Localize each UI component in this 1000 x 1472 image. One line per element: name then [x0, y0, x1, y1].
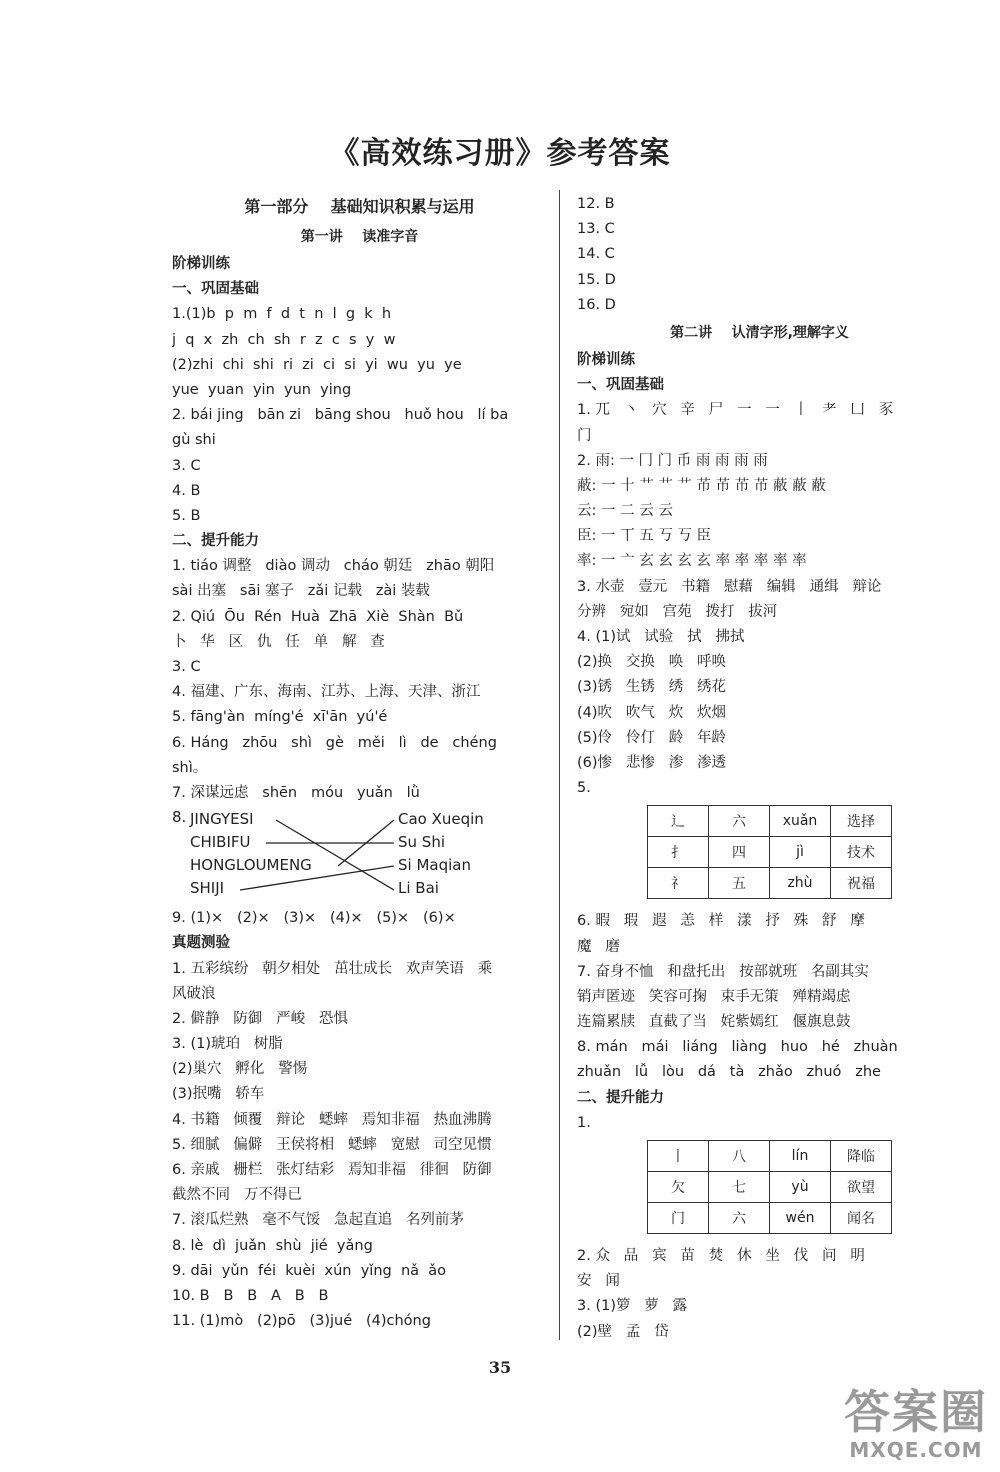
table-cell: 六	[709, 806, 770, 837]
answer-line: 魔 磨	[577, 938, 620, 955]
match-left-item: CHIBIFU	[190, 833, 251, 852]
answer-line: 率: 一 亠 玄 玄 玄 玄 率 率 率 率 率	[577, 553, 807, 570]
answer-line: 分辨 宛如 宫苑 拨打 拔河	[577, 603, 778, 620]
answer-line: 3. C	[172, 457, 201, 474]
match-line	[240, 866, 394, 890]
answer-line: 截然不同 万不得已	[172, 1187, 302, 1204]
answer-table-wrap	[577, 1136, 942, 1244]
answer-line: sài 出塞 sāi 塞子 zǎi 记载 zài 装载	[172, 583, 430, 600]
match-left-item: JINGYESI	[190, 810, 254, 829]
answer-list	[172, 252, 547, 806]
answer-line: 14. C	[577, 246, 615, 263]
answer-line: 4. B	[172, 482, 201, 499]
answer-line: 门	[577, 427, 592, 444]
table-cell: 扌	[648, 837, 709, 868]
answer-line: 2. 僻静 防御 严峻 恐惧	[172, 1010, 348, 1027]
lecture-heading: 第一讲 读准字音	[300, 229, 419, 245]
answer-line: 8. mán mái liáng liàng huo hé zhuàn	[577, 1039, 898, 1056]
answer-line: 7. 滚瓜烂熟 毫不气馁 急起直追 名列前茅	[172, 1212, 464, 1229]
answer-line: (3)锈 生锈 绣 绣花	[577, 679, 727, 696]
answer-line: 臣: 一 丅 五 丂 丂 臣	[577, 528, 712, 545]
answer-line: 4. (1)试 试验 拭 拂拭	[577, 629, 745, 645]
table-cell: 六	[709, 1203, 770, 1234]
part-heading: 第一部分 基础知识积累与运用	[244, 197, 475, 216]
watermark-text: 答案圈	[844, 1385, 988, 1439]
answer-line: (2)换 交换 唤 呼唤	[577, 654, 727, 671]
answer-line: 销声匿迹 笑容可掬 束手无策 殚精竭虑	[577, 988, 851, 1005]
answer-line: 13. C	[577, 221, 615, 238]
answer-line: 16. D	[577, 296, 616, 313]
page-number: 35	[488, 1358, 512, 1377]
page-title: 《高效练习册》参考答案	[329, 136, 671, 171]
answer-line: 3. (1)箩 萝 露	[577, 1298, 688, 1315]
watermark-url: MXQE.COM	[849, 1438, 983, 1462]
table-cell: xuǎn	[770, 806, 831, 837]
answer-line: 9. dāi yǔn féi kuèi xún yǐng nǎ ǎo	[172, 1262, 446, 1279]
answer-list	[577, 909, 942, 1136]
section-heading: 阶梯训练	[577, 351, 635, 368]
table-row	[648, 868, 892, 899]
answer-line: 5.	[577, 780, 591, 797]
table-cell: 降临	[831, 1141, 892, 1172]
answer-line: 9. (1)× (2)× (3)× (4)× (5)× (6)×	[172, 910, 456, 927]
answer-line: j q x zh ch sh r z c s y w	[172, 331, 396, 348]
answer-line: 7. 深谋远虑 shēn móu yuǎn lǜ	[172, 784, 420, 801]
answer-line: 连篇累牍 直截了当 姹紫嫣红 偃旗息鼓	[577, 1014, 851, 1031]
answer-line: 3. (1)琥珀 树脂	[172, 1036, 283, 1053]
answer-line: 6. Háng zhōu shì gè měi lì de chéng	[172, 734, 497, 751]
answer-line: 2. bái jing bān zi bāng shou huǒ hou lí ba	[172, 407, 509, 424]
match-left-item: HONGLOUMENG	[190, 856, 312, 875]
answer-line: (3)抿嘴 轿车	[172, 1086, 265, 1103]
answer-line: (6)惨 悲惨 渗 渗透	[577, 754, 727, 771]
match-right-item: Li Bai	[398, 879, 439, 898]
answer-line: gù shi	[172, 432, 216, 449]
table-cell: 技术	[831, 837, 892, 868]
answer-line: 1.(1)b p m f d t n l g k h	[172, 306, 392, 323]
section-heading: 二、提升能力	[172, 533, 259, 550]
table-cell: 门	[648, 1203, 709, 1234]
answer-line: 1. 五彩缤纷 朝夕相处 茁壮成长 欢声笑语 乘	[172, 960, 493, 977]
table-cell: wén	[770, 1203, 831, 1234]
answer-line: yue yuan yin yun ying	[172, 381, 352, 398]
answer-line: 5. B	[172, 507, 201, 524]
match-right-item: Su Shi	[398, 833, 445, 852]
table-row	[648, 806, 892, 837]
answer-line: 蔽: 一 十 艹 艹 艹 芇 芇 芇 芇 蔽 蔽 蔽	[577, 477, 826, 494]
answer-line: 3. C	[172, 659, 201, 675]
section-heading: 真题测验	[172, 935, 230, 952]
answer-line: 10. B B B A B B	[172, 1287, 329, 1304]
answer-list	[172, 906, 547, 1334]
table-cell: yù	[770, 1172, 831, 1203]
column-divider	[559, 190, 560, 1340]
answer-line: 11. (1)mò (2)pō (3)jué (4)chóng	[172, 1313, 431, 1330]
answer-line: 2. Qiú Ōu Rén Huà Zhā Xiè Shàn Bǔ	[172, 608, 464, 625]
table-cell: zhù	[770, 868, 831, 899]
section-heading: 一、巩固基础	[577, 377, 664, 394]
answer-line: 4. 福建、广东、海南、江苏、上海、天津、浙江	[172, 684, 481, 701]
answer-line: (2)壁 孟 岱	[577, 1323, 669, 1340]
section-heading: 一、巩固基础	[172, 281, 259, 298]
table-cell: 七	[709, 1172, 770, 1203]
answer-line: 8. lè dì juǎn shù jié yǎng	[172, 1237, 373, 1254]
table-cell: 八	[709, 1141, 770, 1172]
table-cell: 礻	[648, 868, 709, 899]
match-right-item: Cao Xueqin	[398, 810, 484, 829]
answer-line: 风破浪	[172, 985, 216, 1002]
match-line	[276, 820, 394, 890]
answer-line: zhuǎn lǚ lòu dá tà zhǎo zhuó zhe	[577, 1064, 881, 1081]
watermark-logo	[844, 1386, 988, 1462]
section-heading: 二、提升能力	[577, 1089, 664, 1106]
table-cell: lín	[770, 1141, 831, 1172]
table-cell: 欲望	[831, 1172, 892, 1203]
table-cell: 欠	[648, 1172, 709, 1203]
lecture-heading: 第二讲 认清字形,理解字义	[670, 324, 849, 341]
table-cell: 五	[709, 868, 770, 899]
answer-line: (4)吹 吹气 炊 炊烟	[577, 704, 727, 721]
answer-line: 2. 众 品 宾 苗 焚 休 坐 伐 问 明	[577, 1248, 865, 1264]
matching-number: 8.	[172, 808, 187, 827]
table-cell: 辶	[648, 806, 709, 837]
table-row	[648, 1203, 892, 1234]
table-cell: 选择	[831, 806, 892, 837]
answer-list	[577, 1244, 942, 1345]
answer-line: 4. 书籍 倾覆 辩论 蟋蟀 焉知非福 热血沸腾	[172, 1111, 492, 1128]
answer-table	[647, 1140, 892, 1234]
answer-line: (2)zhi chi shi ri zi ci si yi wu yu ye	[172, 356, 462, 373]
section-heading: 阶梯训练	[172, 256, 230, 272]
answer-line: 云: 一 二 云 云	[577, 503, 673, 520]
answer-line: (2)巢穴 孵化 警惕	[172, 1061, 308, 1078]
table-cell: 丨	[648, 1141, 709, 1172]
answer-line: 3. 水壶 壹元 书籍 慰藉 编辑 通缉 辩论	[577, 578, 882, 595]
table-cell: 闻名	[831, 1203, 892, 1234]
answer-list	[577, 192, 942, 318]
answer-line: shì。	[172, 759, 208, 776]
answer-list	[577, 348, 942, 801]
answer-line: 1. tiáo 调整 diào 调动 cháo 朝廷 zhāo 朝阳	[172, 558, 495, 575]
matching-lines	[172, 806, 547, 906]
answer-line: 6. 暇 瑕 遐 恙 样 漾 抒 殊 舒 摩	[577, 913, 865, 930]
answer-table	[647, 805, 892, 899]
answer-table-wrap	[577, 801, 942, 909]
right-column	[577, 192, 942, 1345]
answer-line: 5. 细腻 偏僻 王侯将相 蟋蟀 宽慰 司空见惯	[172, 1136, 492, 1153]
answer-line: 卜 华 区 仇 任 单 解 查	[172, 633, 385, 650]
table-row	[648, 1141, 892, 1172]
table-cell: 祝福	[831, 868, 892, 899]
matching-exercise	[172, 806, 547, 906]
answer-line: 5. fāng'àn míng'é xī'ān yú'é	[172, 709, 388, 726]
table-cell: 四	[709, 837, 770, 868]
answer-line: 安 闻	[577, 1273, 620, 1290]
answer-line: 12. B	[577, 196, 615, 212]
answer-line: 1. 兀 丶 穴 辛 尸 一 一 丨 耂 凵 豕	[577, 402, 894, 419]
answer-line: 2. 雨: 一 冂 门 币 雨 雨 雨 雨	[577, 452, 768, 469]
left-column	[172, 192, 547, 1334]
match-left-item: SHIJI	[190, 879, 225, 898]
answer-line: 15. D	[577, 271, 616, 288]
table-row	[648, 1172, 892, 1203]
answer-line: 6. 亲戚 栅栏 张灯结彩 焉知非福 徘徊 防御	[172, 1162, 492, 1178]
match-right-item: Si Maqian	[398, 856, 471, 875]
answer-line: 1.	[577, 1114, 591, 1131]
table-cell: jì	[770, 837, 831, 868]
answer-line: (5)伶 伶仃 龄 年龄	[577, 729, 727, 746]
table-row	[648, 837, 892, 868]
answer-line: 7. 奋身不恤 和盘托出 按部就班 名副其实	[577, 963, 869, 980]
